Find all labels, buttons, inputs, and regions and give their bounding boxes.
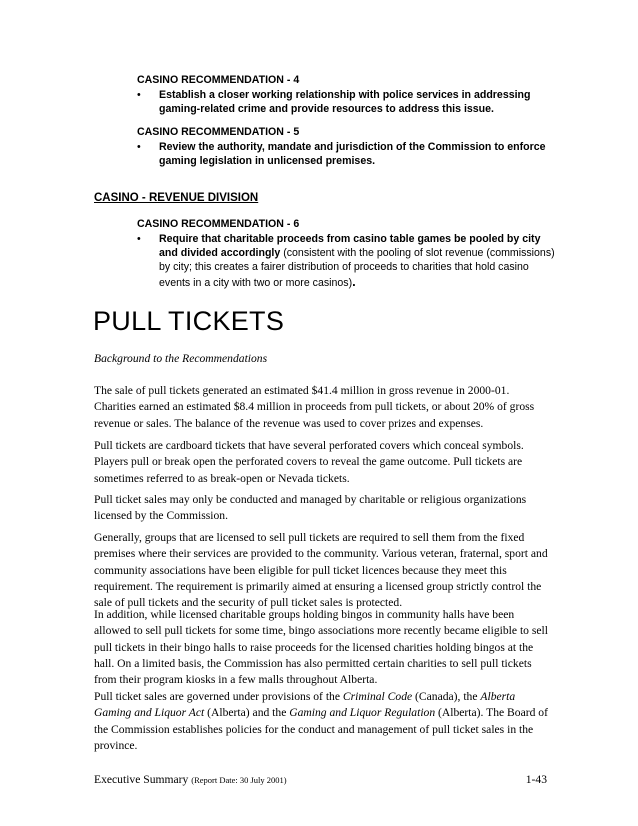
section-title: PULL TICKETS [93,306,285,336]
bullet-icon: • [137,233,141,245]
gaming-liquor-act-ref: Alberta Gaming and Liquor Act [94,690,516,720]
recommendation-end: . [352,273,356,289]
paragraph-6 [94,689,549,754]
page-footer [94,773,547,786]
page-number: 1-43 [525,773,547,786]
subheading: Background to the Recommendations [94,352,268,365]
recommendation-note: (consistent with the pooling of slot revenue (commissions) by city; this creates a fairer distribution of proceeds to charities that hold casino events in a city with two or more casinos) [159,247,555,289]
paragraph-5: In addition, while licensed charitable groups holding bingos in community halls have been allowed to sell pull tickets for some time, bingo associations more recently became eligible to sell pull tickets in their bingo halls to raise proceeds for the licensed charities holding bingos at the hall. On a limited basis, the Commission has also permitted certain charities to sell pull tickets from their program kiosks in a few malls throughout Alberta. [94,608,548,687]
footer-report-date: (Report Date: 30 July 2001) [191,775,287,785]
recommendation-bullet [137,88,557,116]
criminal-code-ref: Criminal Code [342,690,413,703]
recommendation-5 [137,125,557,168]
p6-text-c: (Canada), the [412,690,481,703]
recommendation-bullet [137,232,557,290]
recommendation-bullet [137,140,557,168]
paragraph-3: Pull ticket sales may only be conducted and managed by charitable or religious organizations licensed by the Commission. [94,493,527,523]
recommendation-title: CASINO RECOMMENDATION - 5 [137,126,300,138]
p6-text-a: Pull ticket sales are governed under provisions of the [94,690,343,703]
recommendation-title: CASINO RECOMMENDATION - 6 [137,218,300,230]
recommendation-4 [137,73,557,116]
bullet-icon: • [137,141,141,153]
recommendation-title: CASINO RECOMMENDATION - 4 [137,74,300,86]
recommendation-text: Review the authority, mandate and jurisdiction of the Commission to enforce gaming legislation in unlicensed premises. [159,141,546,168]
p6-text-g: (Alberta). The Board of the Commission establishes policies for the conduct and management of pull ticket sales in the province. [94,706,548,752]
recommendation-text: Establish a closer working relationship with police services in addressing gaming-related crime and provide resources to address this issue. [159,89,531,116]
gaming-regulation-ref: Gaming and Liquor Regulation [289,706,436,720]
paragraph-4: Generally, groups that are licensed to sell pull tickets are required to sell them from the fixed premises where their services are provided to the community. Various veteran, fraternal, sport and community associations have been eligible for pull ticket licences because they meet this requirement. The requirement is primarily aimed at ensuring a licensed group strictly control the sale of pull tickets and the security of pull ticket sales is protected. [94,531,548,610]
bullet-icon: • [137,89,141,101]
recommendation-6 [137,217,557,290]
division-heading: CASINO - REVENUE DIVISION [94,192,259,204]
footer-label: Executive Summary [94,773,189,786]
paragraph-1: The sale of pull tickets generated an estimated $41.4 million in gross revenue in 2000-01. Charities earned an estimated $8.4 million in proceeds from pull tickets, or about 20% of gross revenue or sales. The balance of the revenue was used to cover prizes and expenses. [94,384,535,430]
p6-text-e: (Alberta) and the [204,706,290,720]
recommendation-text: Require that charitable proceeds from casino table games be pooled by city and divided accordingly [159,233,541,260]
paragraph-2: Pull tickets are cardboard tickets that have several perforated covers which conceal symbols. Players pull or break open the perforated covers to reveal the game outcome. Pull tickets are sometimes referred to as break-open or Nevada tickets. [94,439,524,485]
